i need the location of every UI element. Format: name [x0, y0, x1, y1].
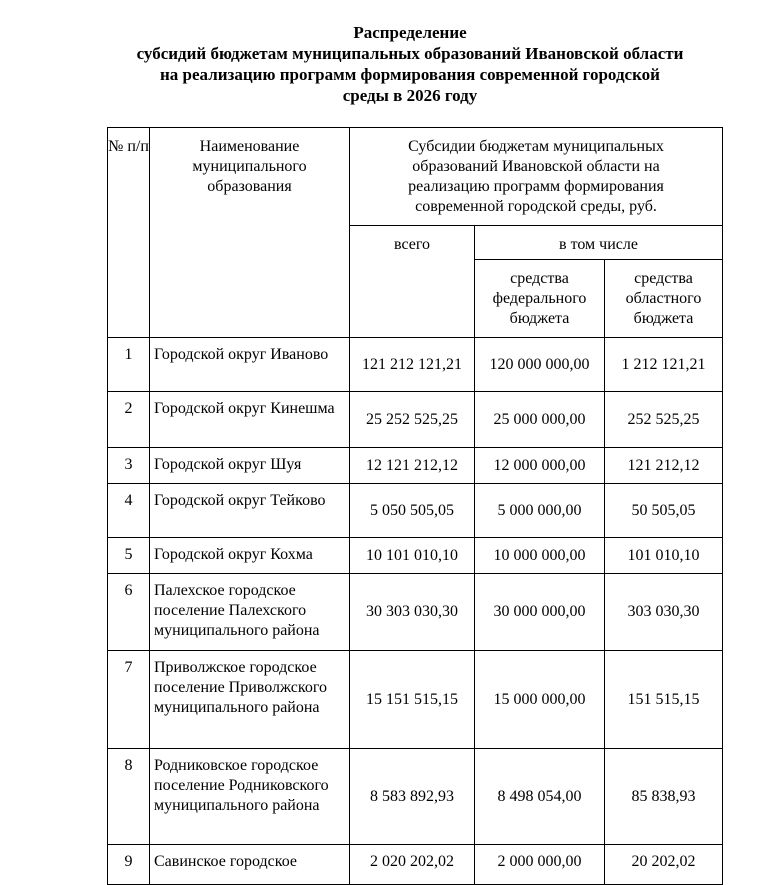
row-name: Савинское городское — [150, 845, 350, 885]
document-title — [0, 22, 780, 106]
table-row — [108, 338, 723, 392]
row-regional: 303 030,30 — [605, 574, 723, 651]
table-row — [108, 845, 723, 885]
header-federal: средства федерального бюджета — [475, 260, 605, 338]
row-regional: 252 525,25 — [605, 392, 723, 448]
row-regional: 20 202,02 — [605, 845, 723, 885]
row-regional: 85 838,93 — [605, 749, 723, 845]
row-federal: 2 000 000,00 — [475, 845, 605, 885]
table-row — [108, 651, 723, 749]
row-total: 30 303 030,30 — [350, 574, 475, 651]
row-num: 6 — [108, 574, 150, 651]
row-regional: 1 212 121,21 — [605, 338, 723, 392]
row-num: 7 — [108, 651, 150, 749]
header-name: Наименование муниципального образования — [150, 128, 350, 338]
row-name: Городской округ Тейково — [150, 484, 350, 538]
row-total: 15 151 515,15 — [350, 651, 475, 749]
row-federal: 12 000 000,00 — [475, 448, 605, 484]
row-regional: 121 212,12 — [605, 448, 723, 484]
header-total: всего — [350, 226, 475, 338]
row-name: Палехское городское поселение Палехского муниципального района — [150, 574, 350, 651]
row-name: Городской округ Иваново — [150, 338, 350, 392]
row-name: Городской округ Кохма — [150, 538, 350, 574]
row-federal: 8 498 054,00 — [475, 749, 605, 845]
row-total: 5 050 505,05 — [350, 484, 475, 538]
header-regional: средства областного бюджета — [605, 260, 723, 338]
table-row — [108, 538, 723, 574]
row-name: Городской округ Кинешма — [150, 392, 350, 448]
row-num: 1 — [108, 338, 150, 392]
row-num: 5 — [108, 538, 150, 574]
table-row — [108, 574, 723, 651]
title-line-3: на реализацию программ формирования современной городской — [160, 65, 660, 84]
subsidy-table — [107, 127, 723, 885]
row-total: 121 212 121,21 — [350, 338, 475, 392]
row-num: 9 — [108, 845, 150, 885]
header-subsidies: Субсидии бюджетам муниципальных образований Ивановской области на реализацию программ формирования современной городской среды, руб. — [350, 128, 723, 226]
row-federal: 5 000 000,00 — [475, 484, 605, 538]
row-num: 3 — [108, 448, 150, 484]
row-federal: 10 000 000,00 — [475, 538, 605, 574]
row-federal: 30 000 000,00 — [475, 574, 605, 651]
row-num: 4 — [108, 484, 150, 538]
row-name: Родниковское городское поселение Родниковского муниципального района — [150, 749, 350, 845]
table-row — [108, 392, 723, 448]
row-regional: 151 515,15 — [605, 651, 723, 749]
title-line-4: среды в 2026 году — [342, 86, 478, 105]
table-row — [108, 448, 723, 484]
row-federal: 120 000 000,00 — [475, 338, 605, 392]
row-federal: 15 000 000,00 — [475, 651, 605, 749]
row-total: 2 020 202,02 — [350, 845, 475, 885]
title-line-1: Распределение — [353, 23, 467, 42]
row-name: Приволжское городское поселение Приволжского муниципального района — [150, 651, 350, 749]
row-num: 8 — [108, 749, 150, 845]
row-total: 12 121 212,12 — [350, 448, 475, 484]
row-total: 10 101 010,10 — [350, 538, 475, 574]
row-federal: 25 000 000,00 — [475, 392, 605, 448]
row-total: 8 583 892,93 — [350, 749, 475, 845]
row-name: Городской округ Шуя — [150, 448, 350, 484]
row-regional: 50 505,05 — [605, 484, 723, 538]
title-line-2: субсидий бюджетам муниципальных образований Ивановской области — [136, 44, 684, 63]
row-total: 25 252 525,25 — [350, 392, 475, 448]
row-num: 2 — [108, 392, 150, 448]
row-regional: 101 010,10 — [605, 538, 723, 574]
header-including: в том числе — [475, 226, 723, 260]
table-row — [108, 484, 723, 538]
table-row — [108, 749, 723, 845]
header-num: № п/п — [108, 128, 150, 338]
